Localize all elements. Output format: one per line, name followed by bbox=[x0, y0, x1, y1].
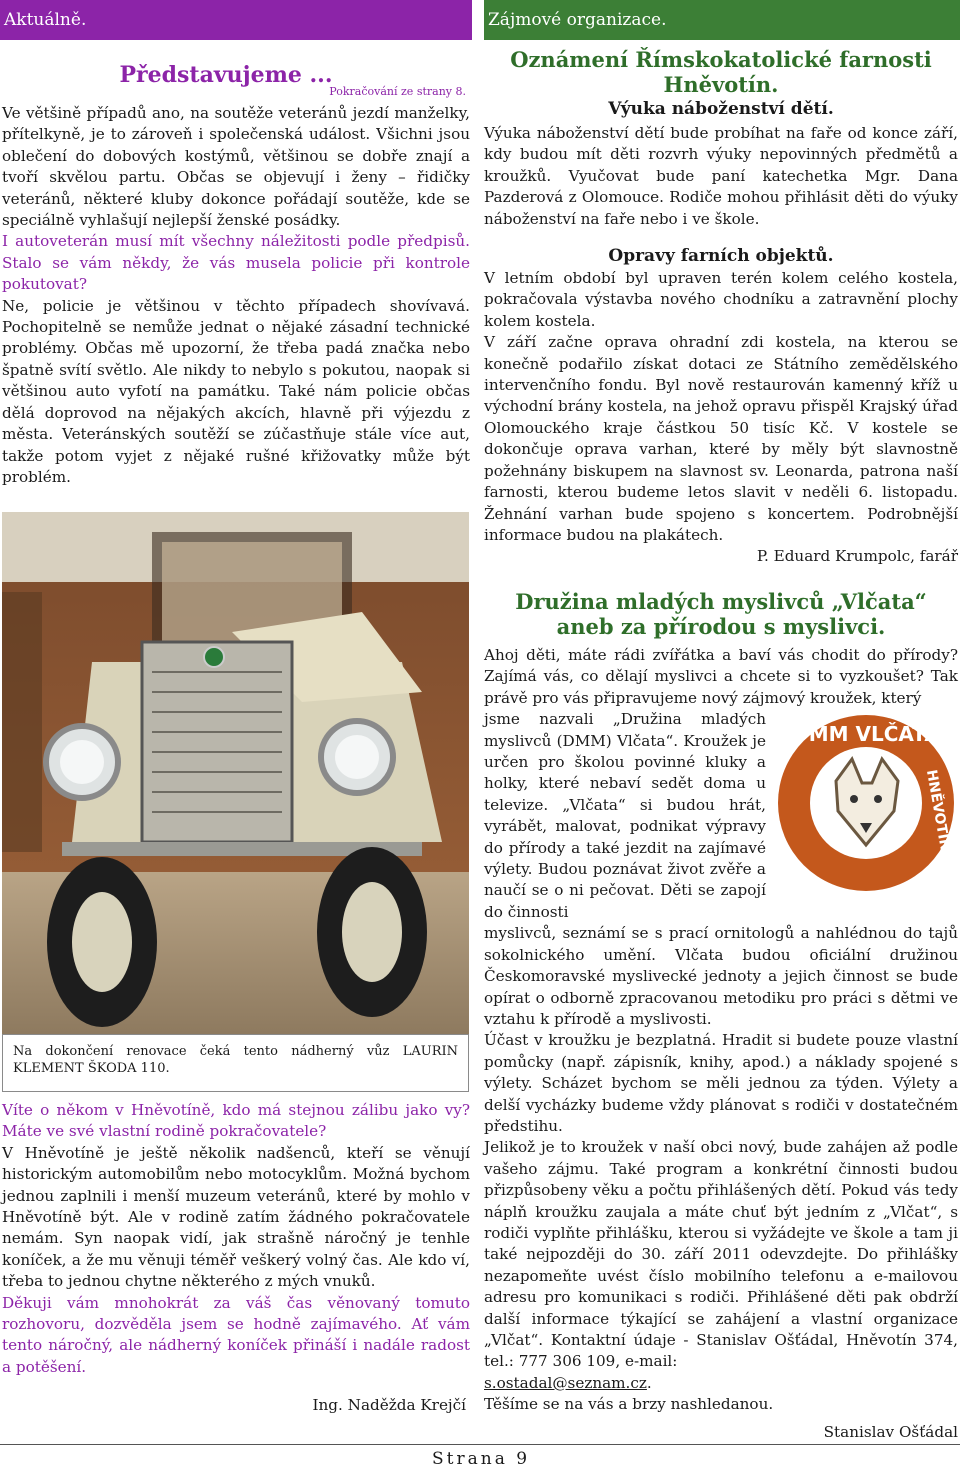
photo-caption-box bbox=[2, 1034, 469, 1092]
parish-signature: P. Eduard Krumpolc, farář bbox=[756, 547, 958, 566]
paragraph: Výuka náboženství dětí bude probíhat na faře od konce září, kdy budou mít děti rozvrh výuky nepovinných předmětů a kroužků. Vyučovat bude paní katechetka Mgr. Dana Pazderová z Olomouce. Rodiče mohou přihlásit děti do výuky náboženství na faře nebo i ve škole. bbox=[484, 124, 958, 228]
svg-text:DMM VLČATA: DMM VLČATA bbox=[792, 722, 940, 747]
continued-note: Pokračování ze strany 8. bbox=[329, 85, 466, 98]
email-punct: . bbox=[646, 1373, 652, 1392]
club-subtitle: aneb za přírodou s myslivci. bbox=[556, 614, 886, 639]
paragraph: Účast v kroužku je bezplatná. Hradit si budete pouze vlastní pomůcky (např. zápisník, knihy, apod.) a náklady spojené s výlety. Scházet bychom se měli jednou za týden. Výlety a delší vycházky budeme vždy plánovat s rodiči v dostatečném předstihu. bbox=[484, 1031, 958, 1135]
paragraph: Jelikož je to kroužek v naší obci nový, bude zahájen až podle vašeho zájmu. Také program a konkrétní činnosti budou přizpůsobeny věku a počtu přihlášených dětí. Pokud vás tedy náplň kroužku zaujala a máte chuť být jedním z „Vlčat“, s rodiči vyplňte přihlášku, kterou si vyžádejte ve škole a tam ji také nejpozději do 30. září 2011 odevzdejte. Do přihlášky nezapomeňte uvést číslo mobilního telefonu a e-mailovou adresu pro komunikaci s rodiči. Přihlášené děti pak obdrží další informace týkající se zahájení a vlastní organizace „Vlčat“. Kontaktní údaje - Stanislav Ošťádal, Hněvotín 374, tel.: 777 306 109, e-mail: bbox=[484, 1138, 958, 1371]
email-line bbox=[484, 1373, 958, 1394]
page-number: Strana 9 bbox=[432, 1449, 531, 1469]
article-body-bottom bbox=[2, 1100, 470, 1378]
right-column bbox=[484, 0, 960, 1441]
photo-caption: Na dokončení renovace čeká tento nádherný vůz LAURIN KLEMENT ŠKODA 110. bbox=[13, 1044, 458, 1076]
car-photo bbox=[2, 512, 469, 1034]
section-bar-zajmove: Zájmové organizace. bbox=[484, 0, 960, 40]
paragraph: V září začne oprava ohradní zdi kostela, na kterou se konečně podařilo získat dotaci ze Státního zemědělského intervenčního fondu. Byl nově restaurován kamenný kříž u východní brány kostela, na jehož opravu přispěl Krajský úřad Olomouckého kraje částkou 50 tisíc Kč. V kostele se dokončuje oprava varhan, které by měly být slavnostně požehnány biskupem na slavnost sv. Leonarda, patrona naší farnosti, kterou budeme letos slavit v neděli 6. listopadu. Žehnání varhan bude spojeno s koncertem. Podrobnější informace budou na plakátech. bbox=[484, 333, 958, 544]
parish-announcement bbox=[484, 47, 958, 568]
page-footer bbox=[0, 1444, 960, 1469]
author-signature: Ing. Naděžda Krejčí bbox=[312, 1396, 466, 1414]
closing-thanks: Děkuji vám mnohokrát za váš čas věnovaný tomuto rozhovoru, dozvěděla jsem se hodně zajímavého. Ať vám tento náročný, ale nádherný koníček přináší i nadále radost a potěšení. bbox=[2, 1293, 470, 1376]
paragraph: myslivců, seznámí se s prací ornitologů a nahlédnou do tajů sokolnického umění. Vlčata budou oficiální družinou Českomoravské myslivecké jednoty a jejich činnost se bude opírat o odborně zpracovanou metodiku pro práci s dětmi ve vztahu k přírodě a myslivosti. bbox=[484, 924, 958, 1028]
paragraph: jsme nazvali „Družina mladých myslivců (DMM) Vlčata“. Kroužek je určen pro školou povinné kluky a holky, které nebaví sedět doma u televize. „Vlčata“ si budou hrát, vyrábět, malovat, podnikat výpravy do přírody a také jezdit na zajímavé výlety. Budou poznávat život zvěře a naučí se o ni pečovat. Děti se zapojí do činnosti bbox=[484, 710, 766, 921]
paragraph: V letním období byl upraven terén kolem celého kostela, pokračovala výstavba nového chodníku a zatravnění plochy kolem kostela. bbox=[484, 269, 958, 330]
paragraph: Ne, policie je většinou v těchto případech shovívavá. Pochopitelně se nemůže jednat o nějaké zásadní technické problémy. Občas mě upozorní, že třeba padá značka nebo špatně svítí světlo. Ale nikdy to nebylo s pokutou, naopak si většinou auto vyfotí na památku. Také nám policie občas dělá doprovod na nějakých akcích, hlavně při výjezdu z města. Veteránských soutěží se zúčastňuje stále více aut, takže potom vyjet z nějaké rušné křižovatky může být problém. bbox=[2, 296, 470, 486]
subheading-repairs: Opravy farních objektů. bbox=[608, 246, 834, 267]
car-photo-illustration bbox=[2, 512, 469, 1034]
club-signature: Stanislav Ošťádal bbox=[823, 1422, 958, 1441]
interview-question: I autoveterán musí mít všechny náležitosti podle předpisů. Stalo se vám někdy, že vás musela policie při kontrole pokutovat? bbox=[2, 232, 470, 294]
article-body-top bbox=[2, 103, 470, 488]
subheading-religion: Výuka náboženství dětí. bbox=[608, 99, 834, 119]
club-title: Družina mladých myslivců „Vlčata“ bbox=[515, 589, 927, 614]
section-bar-aktualne: Aktuálně. bbox=[0, 0, 472, 40]
interview-question: Víte o někom v Hněvotíně, kdo má stejnou zálibu jako vy? Máte ve své vlastní rodině pokračovatele? bbox=[2, 1101, 470, 1141]
article-title: Představujeme ... bbox=[119, 62, 333, 88]
left-column bbox=[0, 0, 472, 1414]
svg-text:HNĚVOTÍN: HNĚVOTÍN bbox=[922, 768, 953, 853]
dmm-vlcata-logo-icon bbox=[774, 711, 958, 895]
paragraph: V Hněvotíně je ještě několik nadšenců, kteří se věnují historickým automobilům nebo motocyklům. Možná bychom jednou zaplnili i menší muzeum veteránů, které by mohlo v Hněvotíně být. Ale v rodině zatím žádného pokračovatele nemám. Syn naopak vidí, jak strašně náročný je tenhle koníček, a že mu věnuji téměř veškerý volný čas. Ale kdo ví, třeba to jednou chytne některého z mých vnuků. bbox=[2, 1143, 470, 1291]
paragraph: Ve většině případů ano, na soutěže veteránů jezdí manželky, přítelkyně, je to zároveň i společenská událost. Všichni jsou oblečení do dobových kostýmů, většinou se dobře znají a tvoří skvělou partu. Občas se objevují i ženy – řidičky veteránů, některé kluby dokonce pořádají soutěže, kde se speciálně vyhlašují nejlepší ženské posádky. bbox=[2, 104, 470, 230]
logo-wrap bbox=[484, 709, 958, 923]
email-link[interactable]: s.ostadal@seznam.cz bbox=[484, 1373, 647, 1392]
hunters-club bbox=[484, 589, 958, 1443]
paragraph: Ahoj děti, máte rádi zvířátka a baví vás chodit do přírody? Zajímá vás, co dělají myslivci a chcete si to vyzkoušet? Tak právě pro vás připravujeme nový zájmový kroužek, který bbox=[484, 646, 958, 707]
closing-line: Těšíme se na vás a brzy nashledanou. bbox=[484, 1395, 774, 1414]
parish-title: Oznámení Římskokatolické farnosti Hněvotín. bbox=[510, 47, 932, 97]
